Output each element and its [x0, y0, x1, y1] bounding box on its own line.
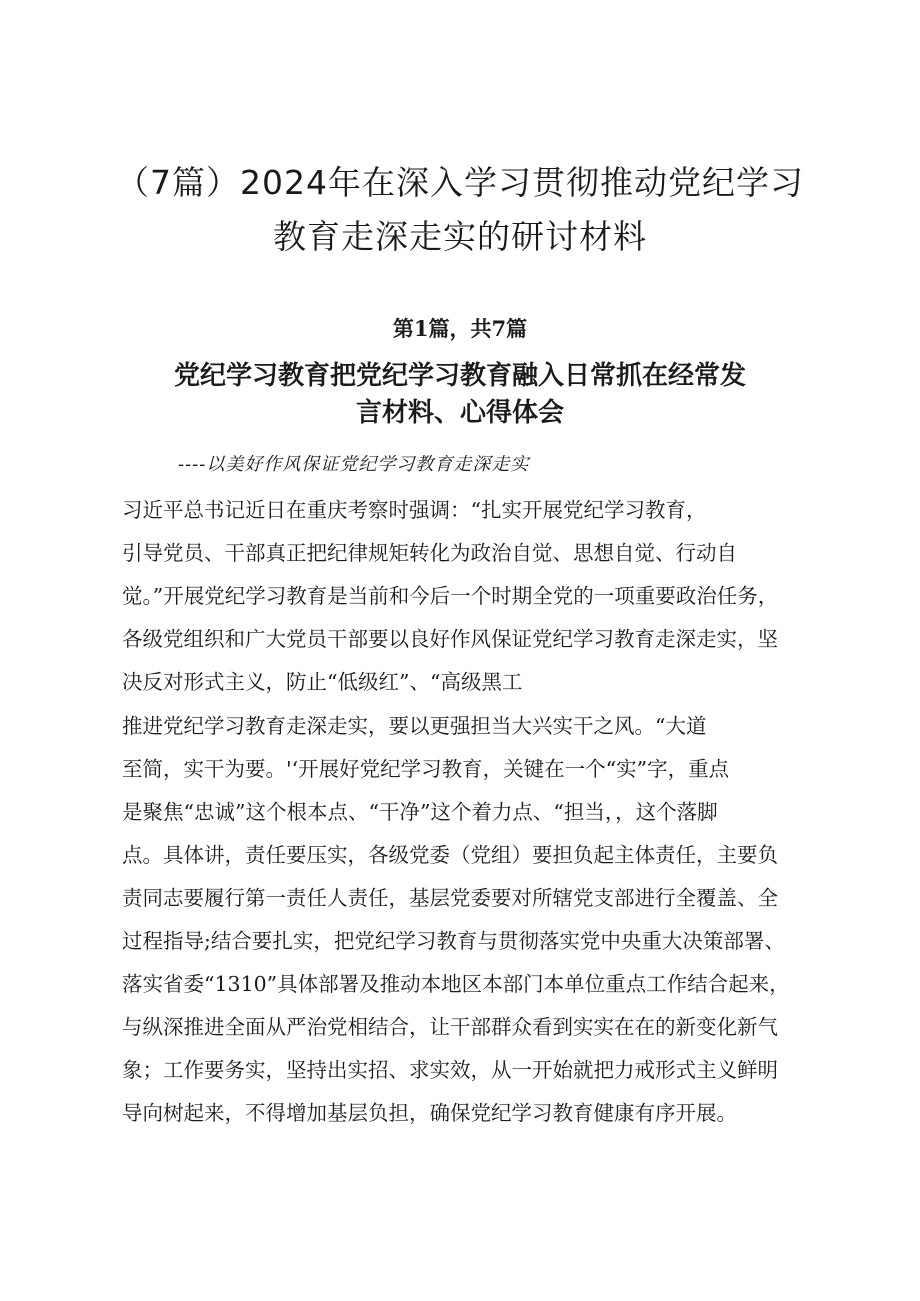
paragraph-1: [122, 489, 820, 704]
paragraph-line: 引导党员、干部真正把纪律规矩转化为政治自觉、思想自觉、行动自: [122, 541, 737, 565]
document-title-line-1: （7篇）2024年在深入学习贯彻推动党纪学习: [116, 163, 804, 202]
paragraph-line: 落实省委“1310”具体部署及推动本地区本部门本单位重点工作结合起来，: [122, 972, 790, 996]
paragraph-line: 推进党纪学习教育走深走实，要以更强担当大兴实干之风。“大道: [122, 714, 707, 738]
subtitle: ----以美好作风保证党纪学习教育走深走实: [178, 454, 530, 475]
paragraph-line: 过程指导;结合要扎实，把党纪学习教育与贯彻落实党中央重大决策部署、: [122, 929, 785, 953]
paragraph-line: 决反对形式主义，防止“低级红”、“高级黑工: [122, 670, 523, 694]
part-label: 第1篇，共7篇: [392, 316, 528, 341]
paragraph-line: 各级党组织和广大党员干部要以良好作风保证党纪学习教育走深走实，坚: [122, 627, 778, 651]
paragraph-line: 责同志要履行第一责任人责任，基层党委要对所辖党支部进行全覆盖、全: [122, 886, 778, 910]
paragraph-line: 至简，实干为要。'‘开展好党纪学习教育，关键在一个“实”字，重点: [122, 757, 730, 781]
paragraph-line: 点。具体讲，责任要压实，各级党委（党组）要担负起主体责任，主要负: [122, 843, 778, 867]
section-title-line-1: 党纪学习教育把党纪学习教育融入日常抓在经常发: [173, 361, 746, 391]
document-title-line-2: 教育走深走实的研讨材料: [273, 217, 647, 256]
paragraph-line: 与纵深推进全面从严治党相结合，让干部群众看到实实在在的新变化新气: [122, 1015, 778, 1039]
paragraph-2: [122, 705, 820, 1135]
paragraph-line: 象；工作要务实，坚持出实招、求实效，从一开始就把力戒形式主义鲜明: [122, 1058, 778, 1082]
paragraph-line: 习近平总书记近日在重庆考察时强调：“扎实开展党纪学习教育，: [122, 498, 707, 522]
paragraph-line: 是聚焦“忠诚”这个根本点、“干净”这个着力点、“担当，，这个落脚: [122, 800, 718, 824]
paragraph-line: 导向树起来，不得增加基层负担，确保党纪学习教育健康有序开展。: [122, 1101, 737, 1125]
section-title-line-2: 言材料、心得体会: [355, 398, 564, 428]
paragraph-line: 觉。”开展党纪学习教育是当前和今后一个时期全党的一项重要政治任务，: [122, 584, 779, 608]
